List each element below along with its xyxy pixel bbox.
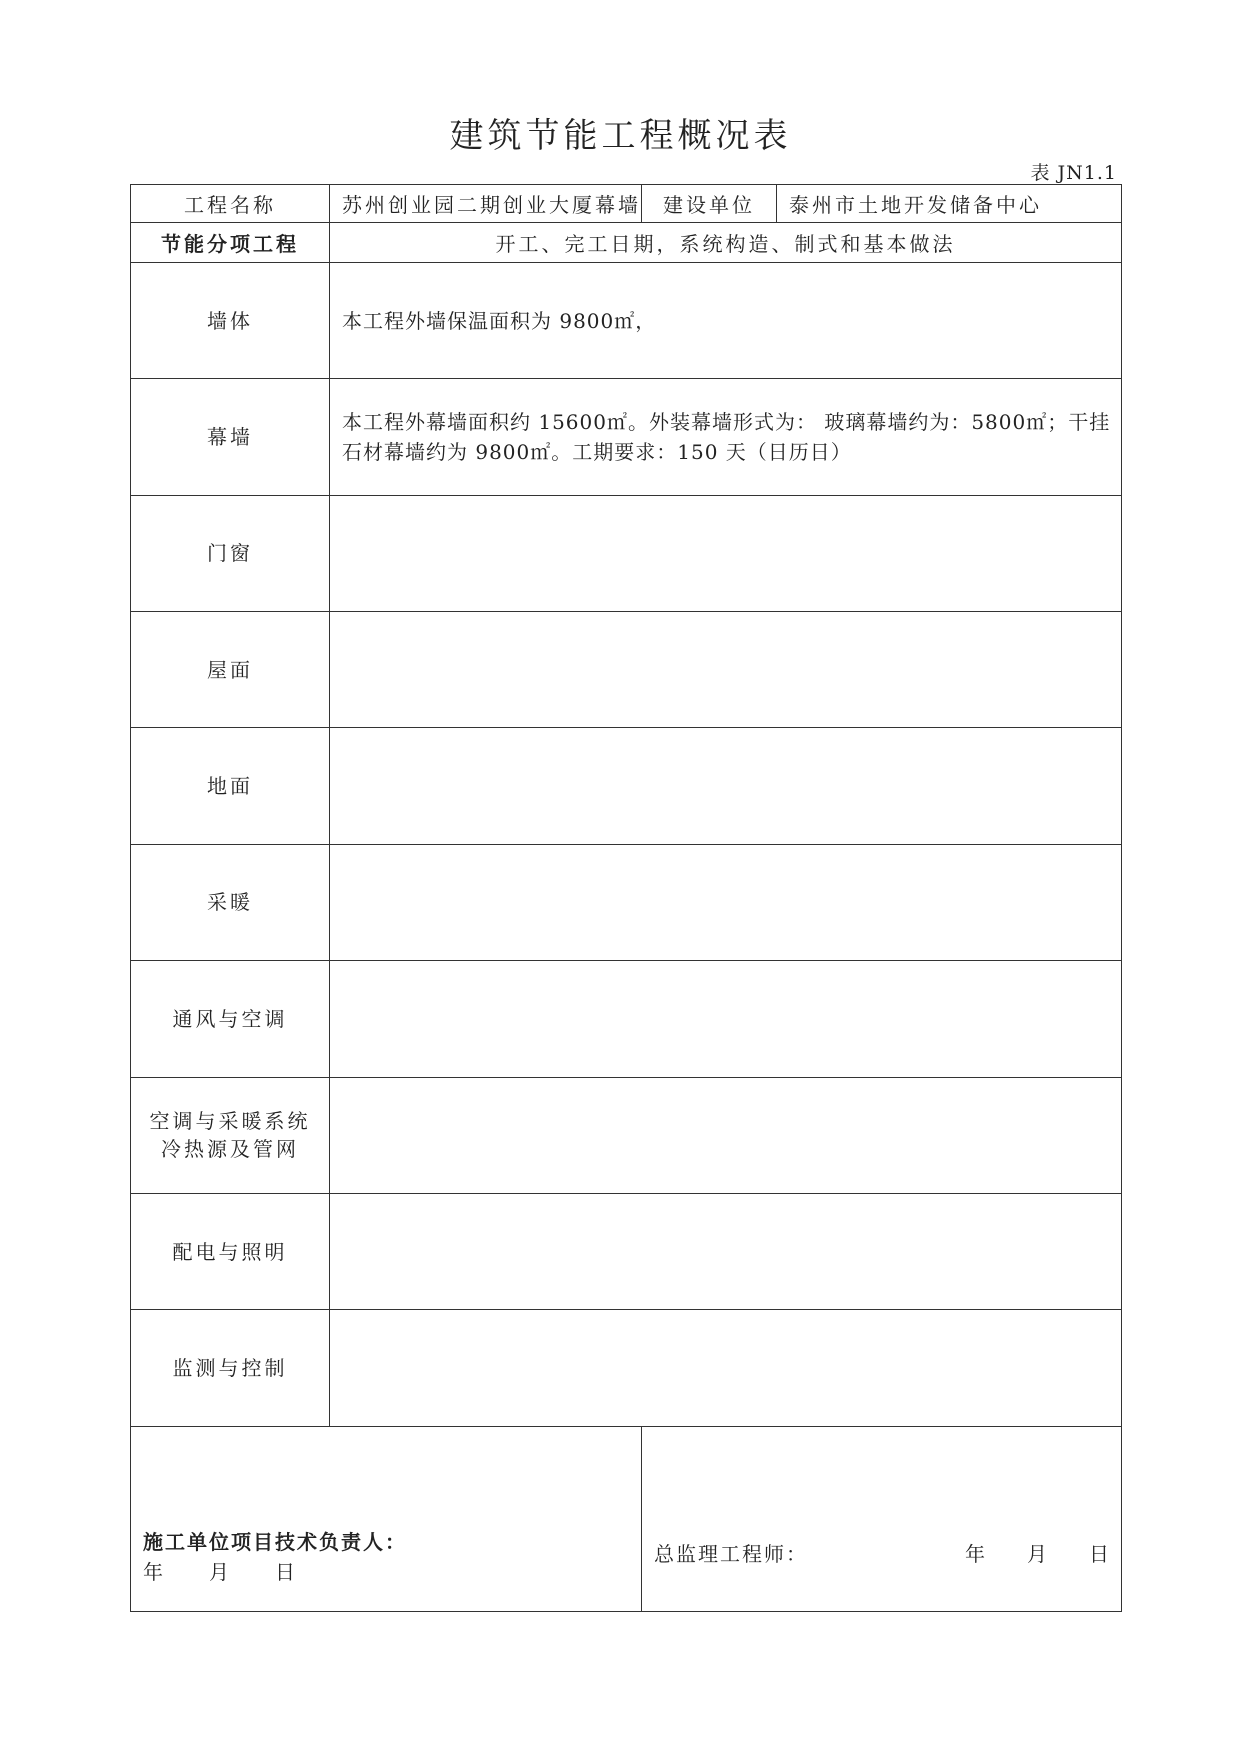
document-title: 建筑节能工程概况表: [449, 116, 792, 156]
subitem-label: 节能分项工程: [131, 223, 330, 262]
header-row-1: [131, 185, 1122, 223]
category-cell: [131, 262, 330, 378]
category-label: 采暖: [207, 890, 253, 915]
category-label: 墙体: [207, 308, 253, 333]
category-cell: [131, 1077, 330, 1193]
category-cell: [131, 1310, 330, 1426]
description-cell: [330, 1193, 1122, 1309]
supervisor-date-day: 日: [1089, 1542, 1111, 1566]
category-label: 地面: [207, 774, 253, 799]
table-row: [131, 1310, 1122, 1426]
owner-value: 泰州市土地开发储备中心: [777, 185, 1122, 223]
category-label: 幕墙: [207, 424, 253, 449]
owner-label: 建设单位: [642, 185, 777, 223]
supervisor-label: 总监理工程师：: [654, 1542, 808, 1566]
description-cell: [330, 1077, 1122, 1193]
header-row-2: [131, 223, 1122, 262]
item-rows: [131, 262, 1122, 1426]
description-cell: [330, 612, 1122, 728]
description-cell: [330, 844, 1122, 960]
table-row: [131, 495, 1122, 611]
category-cell: [131, 728, 330, 844]
contractor-date: [143, 1557, 407, 1587]
supervisor-date-month: 月: [1027, 1542, 1049, 1566]
table-row: [131, 1193, 1122, 1309]
contractor-date-month: 月: [209, 1560, 231, 1584]
contractor-date-year: 年: [143, 1560, 165, 1584]
table-row: [131, 961, 1122, 1077]
table-row: [131, 612, 1122, 728]
category-cell: [131, 612, 330, 728]
category-label: 门窗: [207, 541, 253, 566]
form-code: 表 JN1.1: [1030, 162, 1117, 184]
table-row: [131, 728, 1122, 844]
project-name-value: 苏州创业园二期创业大厦幕墙: [330, 185, 642, 223]
project-name-label: 工程名称: [131, 185, 330, 223]
description-cell: [330, 495, 1122, 611]
description-cell: 本工程外幕墙面积约 15600㎡。外装幕墙形式为： 玻璃幕墙约为：5800㎡；干挂石材幕墙约为 9800㎡。工期要求：150 天（日历日）: [330, 379, 1122, 495]
category-cell: [131, 1193, 330, 1309]
description-label: 开工、完工日期，系统构造、制式和基本做法: [330, 223, 1122, 262]
description-cell: [330, 961, 1122, 1077]
category-cell: [131, 961, 330, 1077]
contractor-label: 施工单位项目技术负责人：: [143, 1530, 407, 1554]
description-cell: 本工程外墙保温面积为 9800㎡，: [330, 262, 1122, 378]
category-cell: [131, 495, 330, 611]
table-row: [131, 844, 1122, 960]
description-cell: [330, 728, 1122, 844]
supervisor-date: [925, 1538, 1111, 1567]
category-label: 空调与采暖系统冷热源及管网: [149, 1109, 311, 1162]
category-cell: [131, 844, 330, 960]
supervisor-date-year: 年: [965, 1542, 987, 1566]
signature-row: [131, 1426, 1122, 1611]
table-row: [131, 379, 1122, 495]
contractor-date-day: 日: [275, 1560, 297, 1584]
category-label: 配电与照明: [172, 1239, 288, 1264]
category-label: 监测与控制: [172, 1356, 288, 1381]
contractor-signature-cell: [131, 1426, 642, 1611]
table-row: [131, 262, 1122, 378]
description-cell: [330, 1310, 1122, 1426]
category-cell: [131, 379, 330, 495]
category-label: 通风与空调: [172, 1006, 288, 1031]
supervisor-signature-cell: [642, 1426, 1122, 1611]
table-row: [131, 1077, 1122, 1193]
category-label: 屋面: [207, 657, 253, 682]
overview-table: [130, 184, 1122, 1612]
